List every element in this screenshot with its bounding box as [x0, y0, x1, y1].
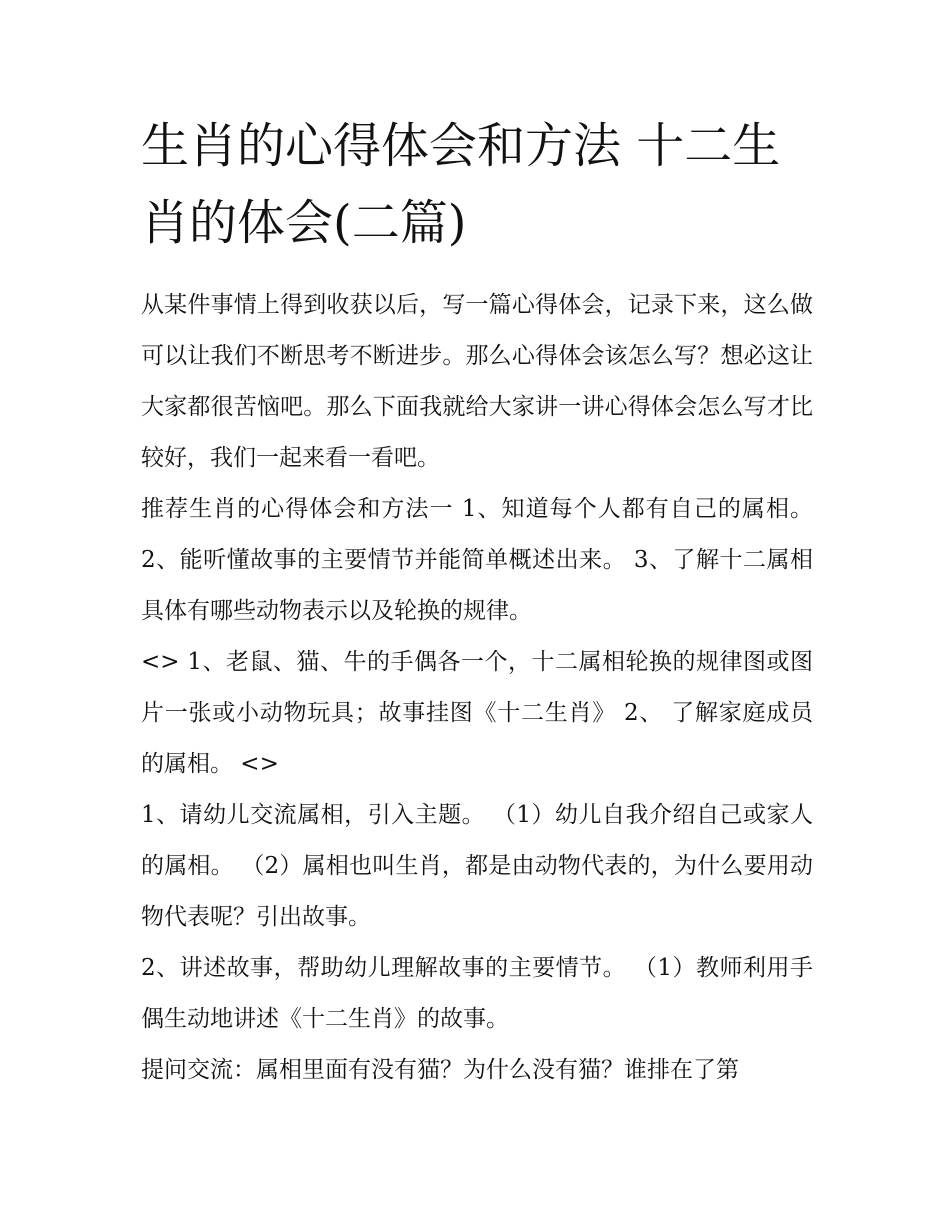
paragraph-step-2: 2、讲述故事，帮助幼儿理解故事的主要情节。 （1）教师利用手偶生动地讲述《十二生肖》的故事。 [141, 955, 813, 1032]
paragraph-intro: 从某件事情上得到收获以后，写一篇心得体会，记录下来，这么做可以让我们不断思考不断进步。那么心得体会该怎么写？想必这让大家都很苦恼吧。那么下面我就给大家讲一讲心得体会怎么写才比较好，我们一起来看一看吧。 [141, 292, 813, 471]
document-title: 生肖的心得体会和方法 十二生肖的体会(二篇) [141, 118, 781, 251]
paragraph-step-1: 1、请幼儿交流属相，引入主题。 （1）幼儿自我介绍自己或家人的属相。 （2）属相也叫生肖，都是由动物代表的，为什么要用动物代表呢？引出故事。 [141, 802, 813, 930]
paragraph-materials: <> 1、老鼠、猫、牛的手偶各一个，十二属相轮换的规律图或图片一张或小动物玩具；故事挂图《十二生肖》 2、 了解家庭成员的属相。 <> [141, 649, 813, 777]
document-page [141, 108, 813, 1096]
paragraph-goals: 推荐生肖的心得体会和方法一 1、知道每个人都有自己的属相。 2、能听懂故事的主要情节并能简单概述出来。 3、了解十二属相具体有哪些动物表示以及轮换的规律。 [141, 496, 813, 624]
paragraph-question: 提问交流：属相里面有没有猫？为什么没有猫？谁排在了第 [141, 1057, 739, 1083]
